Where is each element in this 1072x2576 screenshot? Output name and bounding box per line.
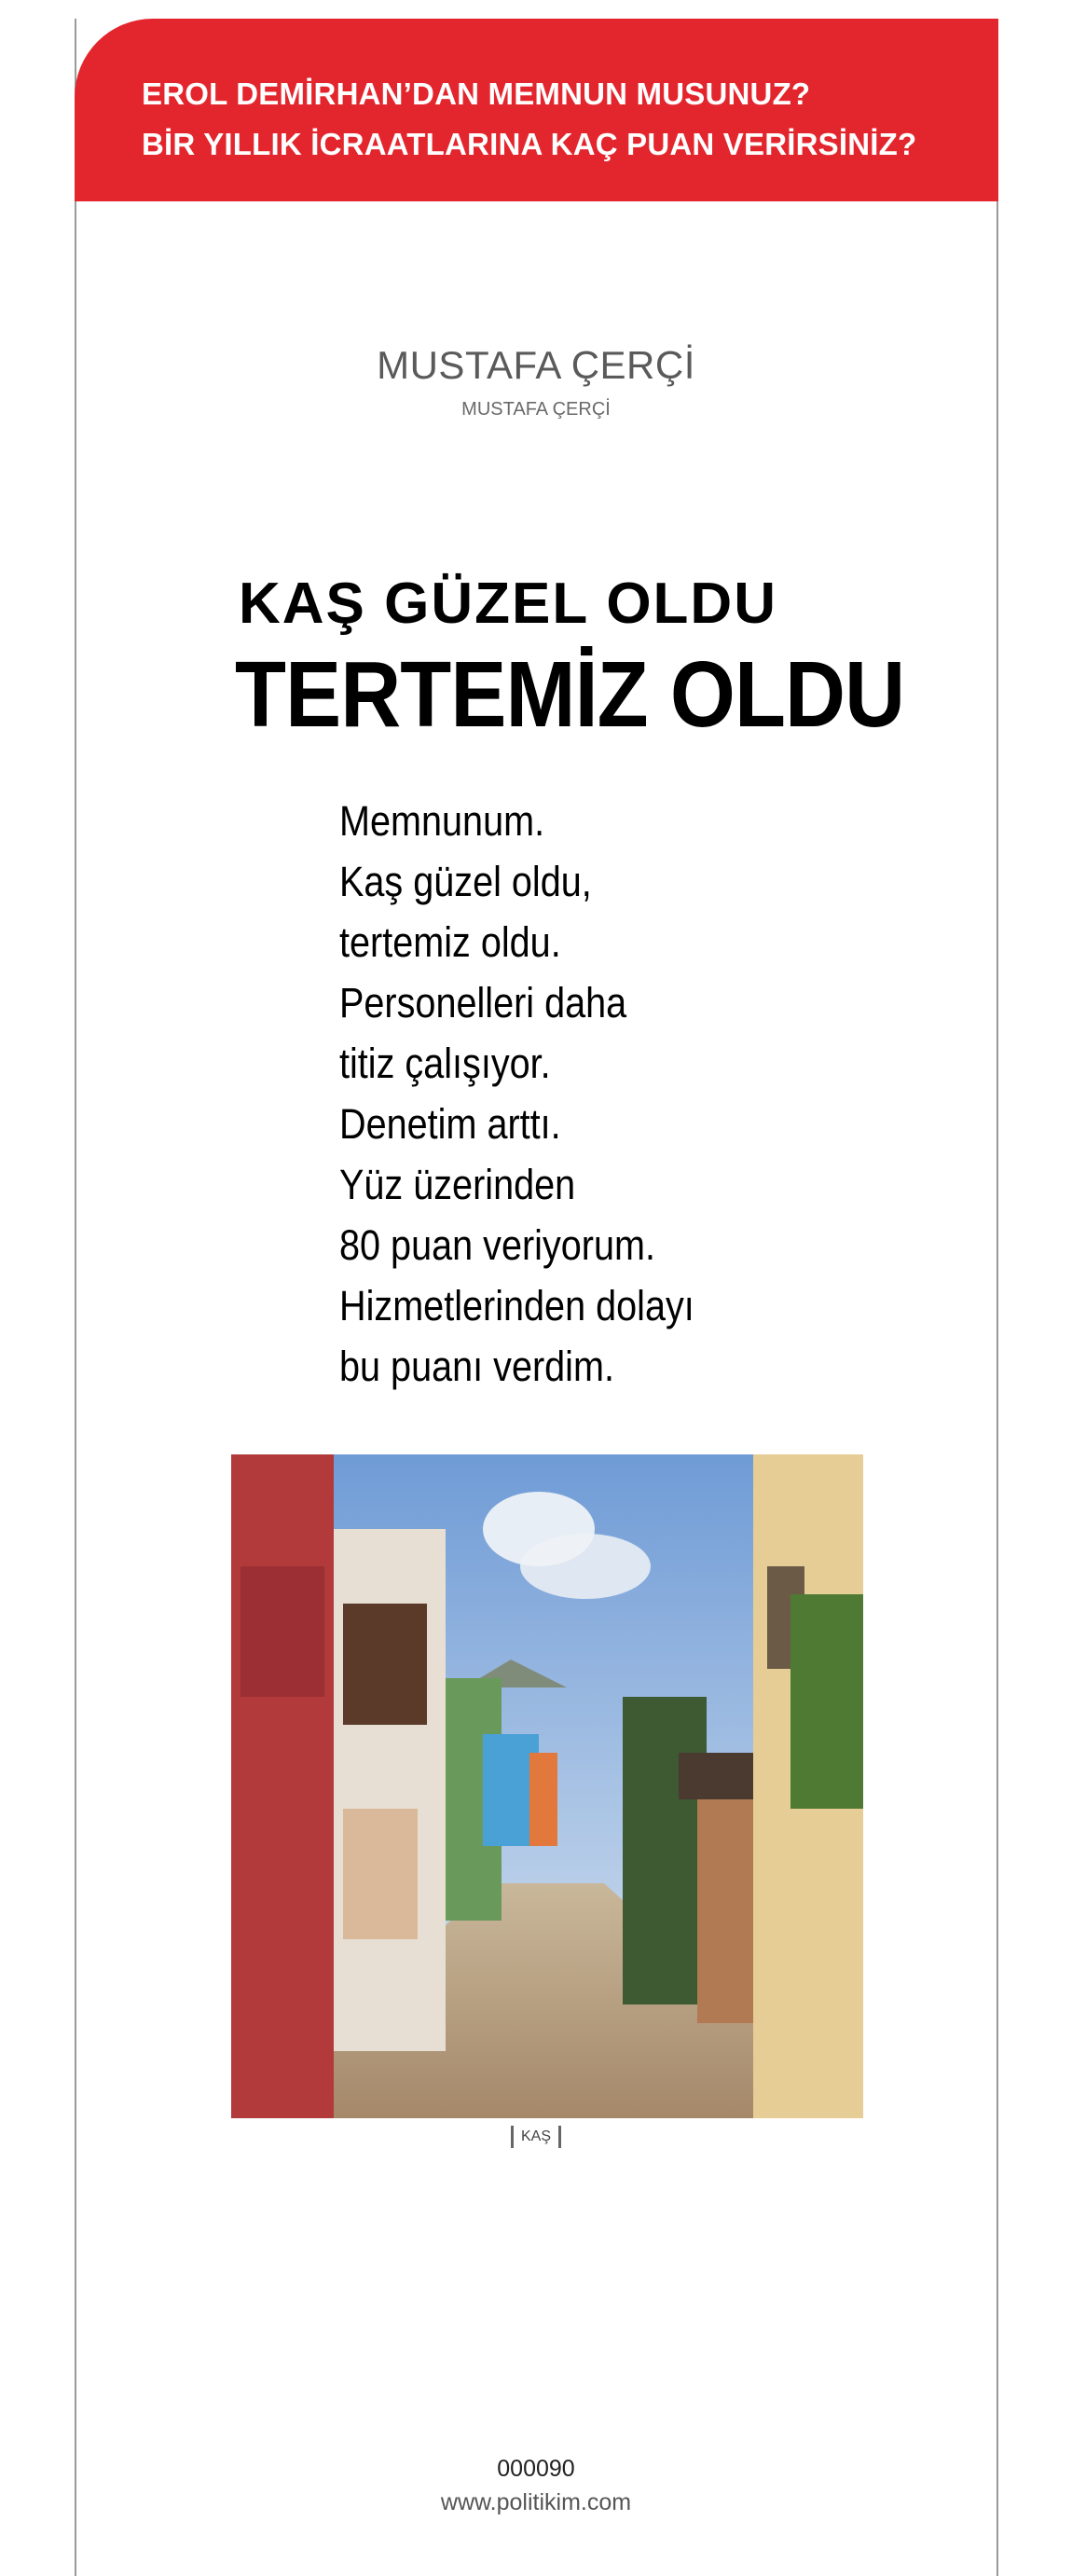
caption-text: KAŞ — [520, 2128, 551, 2145]
footer-url: www.politikim.com — [440, 2489, 632, 2515]
quote-line: Kaş güzel oldu, — [339, 858, 592, 905]
caption-bar-right — [558, 2126, 561, 2148]
photo-caption — [0, 2126, 1072, 2148]
headline-line-2: TERTEMİZ OLDU — [235, 642, 905, 747]
quote-line: titiz çalışıyor. — [339, 1040, 551, 1087]
headline-line-1: KAŞ GÜZEL OLDU — [239, 572, 777, 636]
quote-line: Hizmetlerinden dolayı — [339, 1282, 694, 1329]
banner-line-1: EROL DEMİRHAN’DAN MEMNUN MUSUNUZ? — [142, 76, 811, 111]
street-photo — [231, 1454, 863, 2118]
page-code: 000090 — [497, 2456, 575, 2482]
caption-bar-left — [511, 2126, 514, 2148]
quote-line: bu puanı verdim. — [339, 1343, 614, 1390]
banner-line-2: BİR YILLIK İCRAATLARINA KAÇ PUAN VERİRSİNİZ? — [142, 127, 917, 161]
quote-line: Personelleri daha — [339, 979, 627, 1026]
quote-line: Memnunum. — [339, 797, 545, 845]
author-name: MUSTAFA ÇERÇİ — [377, 343, 695, 387]
author-subtitle: MUSTAFA ÇERÇİ — [461, 399, 611, 420]
quote-line: Yüz üzerinden — [339, 1161, 576, 1208]
quote-line: 80 puan veriyorum. — [339, 1221, 655, 1269]
quote-line: tertemiz oldu. — [339, 918, 561, 966]
question-banner — [75, 19, 998, 201]
quote-text — [339, 791, 743, 1397]
quote-line: Denetim arttı. — [339, 1100, 561, 1148]
